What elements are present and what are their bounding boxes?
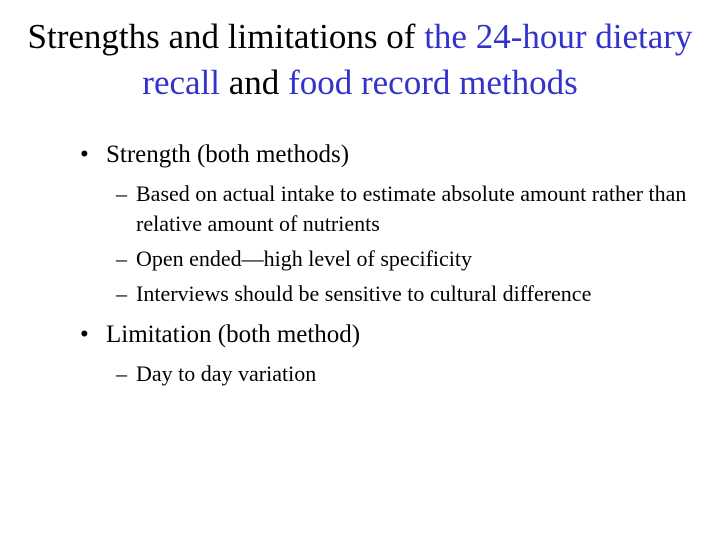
bullet-text: Limitation (both method) xyxy=(106,321,361,348)
slide-content xyxy=(80,138,690,394)
sub-bullet-marker: – xyxy=(116,361,127,386)
sub-bullet-marker: – xyxy=(116,281,127,306)
title-highlight-food-record: food record methods xyxy=(288,63,578,102)
sub-bullet-text: Based on actual intake to estimate absolute amount rather than relative amount of nutrients xyxy=(136,181,687,236)
sub-bullet-text: Day to day variation xyxy=(136,361,317,386)
sub-bullet-text: Interviews should be sensitive to cultural difference xyxy=(136,281,592,306)
title-text-2: and xyxy=(220,63,289,102)
sub-bullet-interviews xyxy=(80,279,690,309)
bullet-limitation xyxy=(80,318,690,351)
sub-bullet-text: Open ended—high level of specificity xyxy=(136,246,473,271)
title-highlight-24-hour-recall: the 24-hour dietary recall xyxy=(142,17,693,102)
sub-bullet-open-ended xyxy=(80,244,690,274)
slide-title xyxy=(20,14,700,106)
sub-bullet-marker: – xyxy=(116,181,127,206)
bullet-strength xyxy=(80,138,690,171)
bullet-marker: • xyxy=(80,141,89,168)
sub-bullet-marker: – xyxy=(116,246,127,271)
title-text-1: Strengths and limitations of xyxy=(27,17,425,56)
sub-bullet-day-variation xyxy=(80,359,690,389)
sub-bullet-actual-intake xyxy=(80,179,690,239)
bullet-text: Strength (both methods) xyxy=(106,141,350,168)
bullet-marker: • xyxy=(80,321,89,348)
